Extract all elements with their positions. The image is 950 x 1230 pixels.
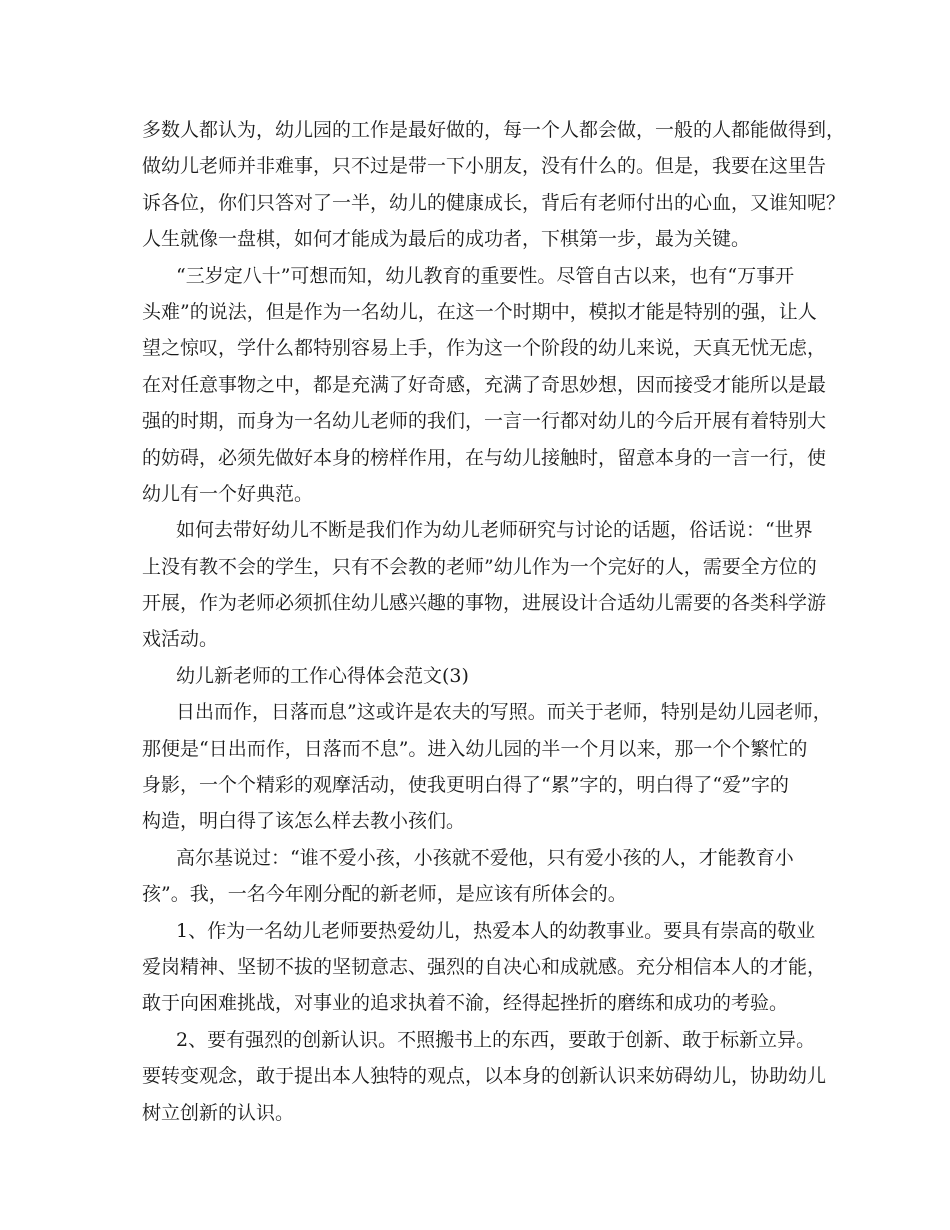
paragraph-line: 2、要有强烈的创新认识。不照搬书上的东西，要敢于创新、敢于标新立异。 [176, 1028, 816, 1051]
paragraph-line: 上没有教不会的学生，只有不会教的老师”幼儿作为一个完好的人，需要全方位的 [142, 555, 817, 578]
paragraph-line: 敢于向困难挑战，对事业的追求执着不渝，经得起挫折的磨练和成功的考验。 [142, 992, 789, 1015]
paragraph-line: 构造，明白得了该怎么样去教小孩们。 [142, 810, 466, 833]
document-body [142, 112, 846, 1131]
paragraph-line: 戏活动。 [142, 628, 219, 651]
paragraph-line: 头难”的说法，但是作为一名幼儿，在这一个时期中，模拟才能是特别的强，让人 [142, 300, 817, 323]
paragraph-line: 幼儿有一个好典范。 [142, 482, 314, 505]
paragraph-line: 开展，作为老师必须抓住幼儿感兴趣的事物，进展设计合适幼儿需要的各类科学游 [142, 592, 827, 615]
paragraph-line: 那便是“日出而作，日落而不息”。进入幼儿园的半一个月以来，那一个个繁忙的 [142, 737, 808, 760]
paragraph-line: 爱岗精神、坚韧不拔的坚韧意志、强烈的自决心和成就感。充分相信本人的才能， [142, 955, 827, 978]
paragraph-line: 1、作为一名幼儿老师要热爱幼儿，热爱本人的幼教事业。要具有崇高的敬业 [176, 919, 816, 942]
paragraph-line: 强的时期，而身为一名幼儿老师的我们，一言一行都对幼儿的今后开展有着特别大 [142, 410, 827, 433]
paragraph-line: 孩”。我，一名今年刚分配的新老师，是应该有所体会的。 [142, 883, 627, 906]
paragraph-line: 要转变观念，敢于提出本人独特的观点，以本身的创新认识来妨碍幼儿，协助幼儿 [142, 1065, 827, 1088]
paragraph-line: 身影，一个个精彩的观摩活动，使我更明白得了“累”字的，明白得了“爱”字的 [142, 774, 789, 797]
paragraph-line: 在对任意事物之中，都是充满了好奇感，充满了奇思妙想，因而接受才能所以是最 [142, 373, 827, 396]
paragraph-line: 如何去带好幼儿不断是我们作为幼儿老师研究与讨论的话题，俗话说：“世界 [176, 519, 813, 542]
paragraph-line: 日出而作，日落而息”这或许是农夫的写照。而关于老师，特别是幼儿园老师， [176, 701, 832, 724]
paragraph-line: 人生就像一盘棋，如何才能成为最后的成功者，下棋第一步，最为关键。 [142, 228, 751, 251]
section-heading: 幼儿新老师的工作心得体会范文(3) [176, 664, 469, 687]
paragraph-line: 的妨碍，必须先做好本身的榜样作用，在与幼儿接触时，留意本身的一言一行，使 [142, 446, 827, 469]
paragraph-line: 高尔基说过：“谁不爱小孩，小孩就不爱他，只有爱小孩的人，才能教育小 [176, 846, 794, 869]
paragraph-line: 诉各位，你们只答对了一半，幼儿的健康成长，背后有老师付出的心血，又谁知呢？ [142, 191, 846, 214]
paragraph-line: 多数人都认为，幼儿园的工作是最好做的，每一个人都会做，一般的人都能做得到， [142, 119, 846, 141]
paragraph-line: 望之惊叹，学什么都特别容易上手，作为这一个阶段的幼儿来说，天真无忧无虑， [142, 337, 827, 360]
paragraph-line: 做幼儿老师并非难事，只不过是带一下小朋友，没有什么的。但是，我要在这里告 [142, 155, 827, 178]
paragraph-line: “三岁定八十”可想而知，幼儿教育的重要性。尽管自古以来，也有“万事开 [176, 264, 795, 287]
paragraph-line: 树立创新的认识。 [142, 1101, 295, 1124]
